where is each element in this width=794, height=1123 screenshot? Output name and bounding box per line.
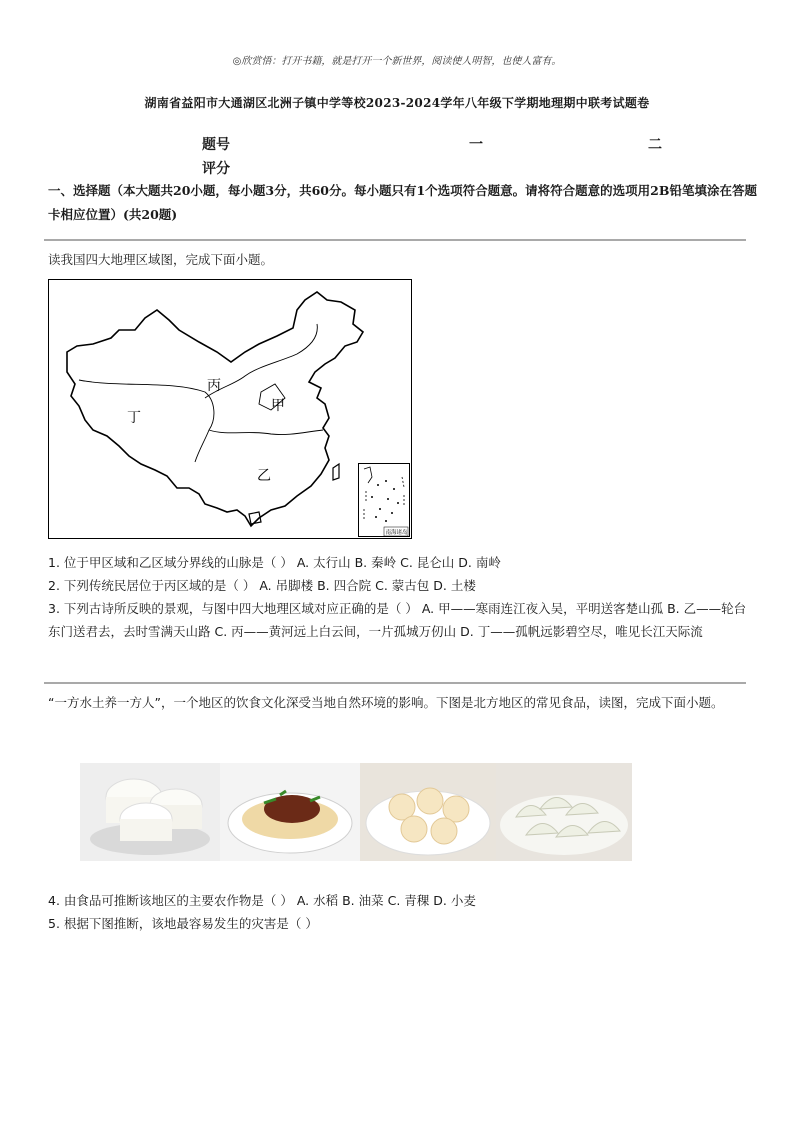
score-col-1: 一 — [469, 137, 483, 153]
score-row-label: 评分 — [202, 161, 230, 177]
question-3: 3. 下列古诗所反映的景观，与图中四大地理区域对应正确的是（ ） A. 甲——寒雨连江夜入吴，平明送客楚山孤 B. 乙——轮台东门送君去，去时雪满天山路 C. 丙——黄河远上白云间，一片孤城万仞山 D. 丁——孤帆远影碧空尽，唯见长江天际流 — [48, 601, 747, 639]
inset-svg — [358, 463, 410, 537]
question-2: 2. 下列传统民居位于丙区域的是（ ） A. 吊脚楼 B. 四合院 C. 蒙古包 D. 土楼 — [48, 578, 476, 593]
divider — [44, 239, 746, 241]
region-jia-label: 甲 — [271, 398, 285, 414]
region-yi-label: 乙 — [257, 468, 271, 484]
question-4: 4. 由食品可推断该地区的主要农作物是（ ） A. 水稻 B. 油菜 C. 青稞 D. 小麦 — [48, 893, 476, 908]
region-bing-label: 丙 — [207, 378, 221, 394]
score-col-2: 二 — [648, 137, 662, 153]
steamed-buns-image — [80, 763, 220, 861]
inset-label: 南海诸岛 — [385, 530, 408, 536]
motto: ◎欣赏悟：打开书籍，就是打开一个新世界，阅读使人明智，也使人富有。 — [232, 56, 562, 67]
zhajiang-noodles-image — [220, 763, 360, 861]
section-heading: 一、选择题（本大题共20小题，每小题3分，共60分。每小题只有1个选项符合题意。请将符合题意的选项用2B铅笔填涂在答题卡相应位置）(共20题) — [48, 183, 757, 222]
group1-intro: 读我国四大地理区域图，完成下面小题。 — [48, 252, 274, 267]
china-map-svg — [49, 280, 411, 538]
south-china-sea-inset — [358, 463, 410, 537]
exam-title: 湖南省益阳市大通湖区北洲子镇中学等校2023-2024学年八年级下学期地理期中联考试题卷 — [144, 96, 650, 110]
region-ding-label: 丁 — [127, 410, 141, 426]
dumplings-image — [496, 763, 632, 861]
divider — [44, 682, 746, 684]
question-5: 5. 根据下图推断，该地最容易发生的灾害是（ ） — [48, 916, 318, 931]
score-col-label: 题号 — [202, 137, 230, 153]
baozi-image — [360, 763, 496, 861]
food-photos — [80, 763, 632, 861]
question-1: 1. 位于甲区域和乙区域分界线的山脉是（ ） A. 太行山 B. 秦岭 C. 昆仑山 D. 南岭 — [48, 555, 501, 570]
group2-intro: “一方水土养一方人”，一个地区的饮食文化深受当地自然环境的影响。下图是北方地区的常见食品，读图，完成下面小题。 — [48, 695, 724, 710]
